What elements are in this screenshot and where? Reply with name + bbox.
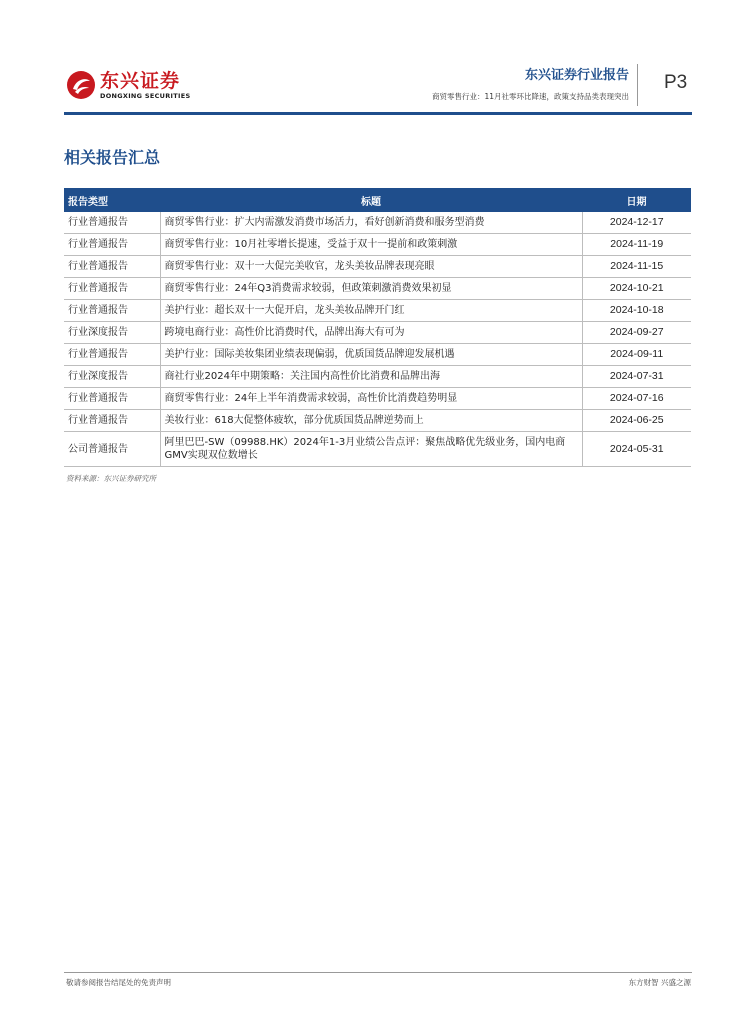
report-title-cell: 美护行业：超长双十一大促开启，龙头美妆品牌开门红 [160,300,582,322]
report-date-cell: 2024-12-17 [582,212,691,234]
report-type-cell: 行业深度报告 [64,322,160,344]
dongxing-logo-icon [66,70,96,100]
report-type-cell: 行业普通报告 [64,234,160,256]
report-title-cell: 商贸零售行业：24年Q3消费需求较弱，但政策刺激消费效果初显 [160,278,582,300]
report-type-cell: 公司普通报告 [64,432,160,467]
report-type-cell: 行业普通报告 [64,410,160,432]
report-title-cell: 美妆行业：618大促整体疲软，部分优质国货品牌逆势而上 [160,410,582,432]
section-title: 相关报告汇总 [64,148,161,167]
report-title-cell: 阿里巴巴-SW（09988.HK）2024年1-3月业绩公告点评：聚焦战略优先级业务，国内电商GMV实现双位数增长 [160,432,582,467]
report-date-cell: 2024-10-18 [582,300,691,322]
report-date-cell: 2024-09-11 [582,344,691,366]
footer-rule [64,972,692,973]
table-header-row [64,188,691,212]
report-date-cell: 2024-06-25 [582,410,691,432]
report-date-cell: 2024-09-27 [582,322,691,344]
report-date-cell: 2024-10-21 [582,278,691,300]
table-row [64,344,691,366]
column-header-title: 标题 [160,188,582,212]
report-title-cell: 商贸零售行业：24年上半年消费需求较弱，高性价比消费趋势明显 [160,388,582,410]
report-date-cell: 2024-07-16 [582,388,691,410]
report-type-cell: 行业普通报告 [64,256,160,278]
logo-english-name: DONGXING SECURITIES [100,92,191,100]
table-row [64,212,691,234]
table-row [64,366,691,388]
header-rule [64,112,692,115]
page-header [0,0,755,120]
table-row [64,410,691,432]
table-row [64,234,691,256]
report-date-cell: 2024-11-15 [582,256,691,278]
related-reports-table [64,188,691,467]
report-title-cell: 商贸零售行业：10月社零增长提速，受益于双十一提前和政策刺激 [160,234,582,256]
table-row [64,388,691,410]
source-note: 资料来源：东兴证券研究所 [66,474,156,483]
report-date-cell: 2024-05-31 [582,432,691,467]
report-title-cell: 商贸零售行业：双十一大促完美收官，龙头美妆品牌表现亮眼 [160,256,582,278]
page-number: P3 [664,72,688,93]
table-row [64,432,691,467]
report-type-cell: 行业普通报告 [64,388,160,410]
report-title-cell: 美护行业：国际美妆集团业绩表现偏弱，优质国货品牌迎发展机遇 [160,344,582,366]
report-type-cell: 行业普通报告 [64,344,160,366]
table-row [64,278,691,300]
disclaimer-note: 敬请参阅报告结尾处的免责声明 [66,978,171,987]
table-row [64,256,691,278]
report-title-cell: 商社行业2024年中期策略：关注国内高性价比消费和品牌出海 [160,366,582,388]
report-type-heading: 东兴证券行业报告 [524,68,629,83]
report-type-cell: 行业普通报告 [64,300,160,322]
report-type-cell: 行业普通报告 [64,278,160,300]
report-date-cell: 2024-11-19 [582,234,691,256]
table-row [64,322,691,344]
report-date-cell: 2024-07-31 [582,366,691,388]
column-header-date: 日期 [582,188,691,212]
footer-slogan: 东方财智 兴盛之源 [628,978,691,987]
logo-chinese-name: 东兴证券 [100,70,181,92]
header-divider [637,64,638,106]
report-subtitle: 商贸零售行业：11月社零环比降速，政策支持品类表现突出 [431,92,629,101]
column-header-type: 报告类型 [64,188,160,212]
report-type-cell: 行业深度报告 [64,366,160,388]
report-title-cell: 跨境电商行业：高性价比消费时代，品牌出海大有可为 [160,322,582,344]
report-title-cell: 商贸零售行业：扩大内需激发消费市场活力，看好创新消费和服务型消费 [160,212,582,234]
table-row [64,300,691,322]
report-type-cell: 行业普通报告 [64,212,160,234]
